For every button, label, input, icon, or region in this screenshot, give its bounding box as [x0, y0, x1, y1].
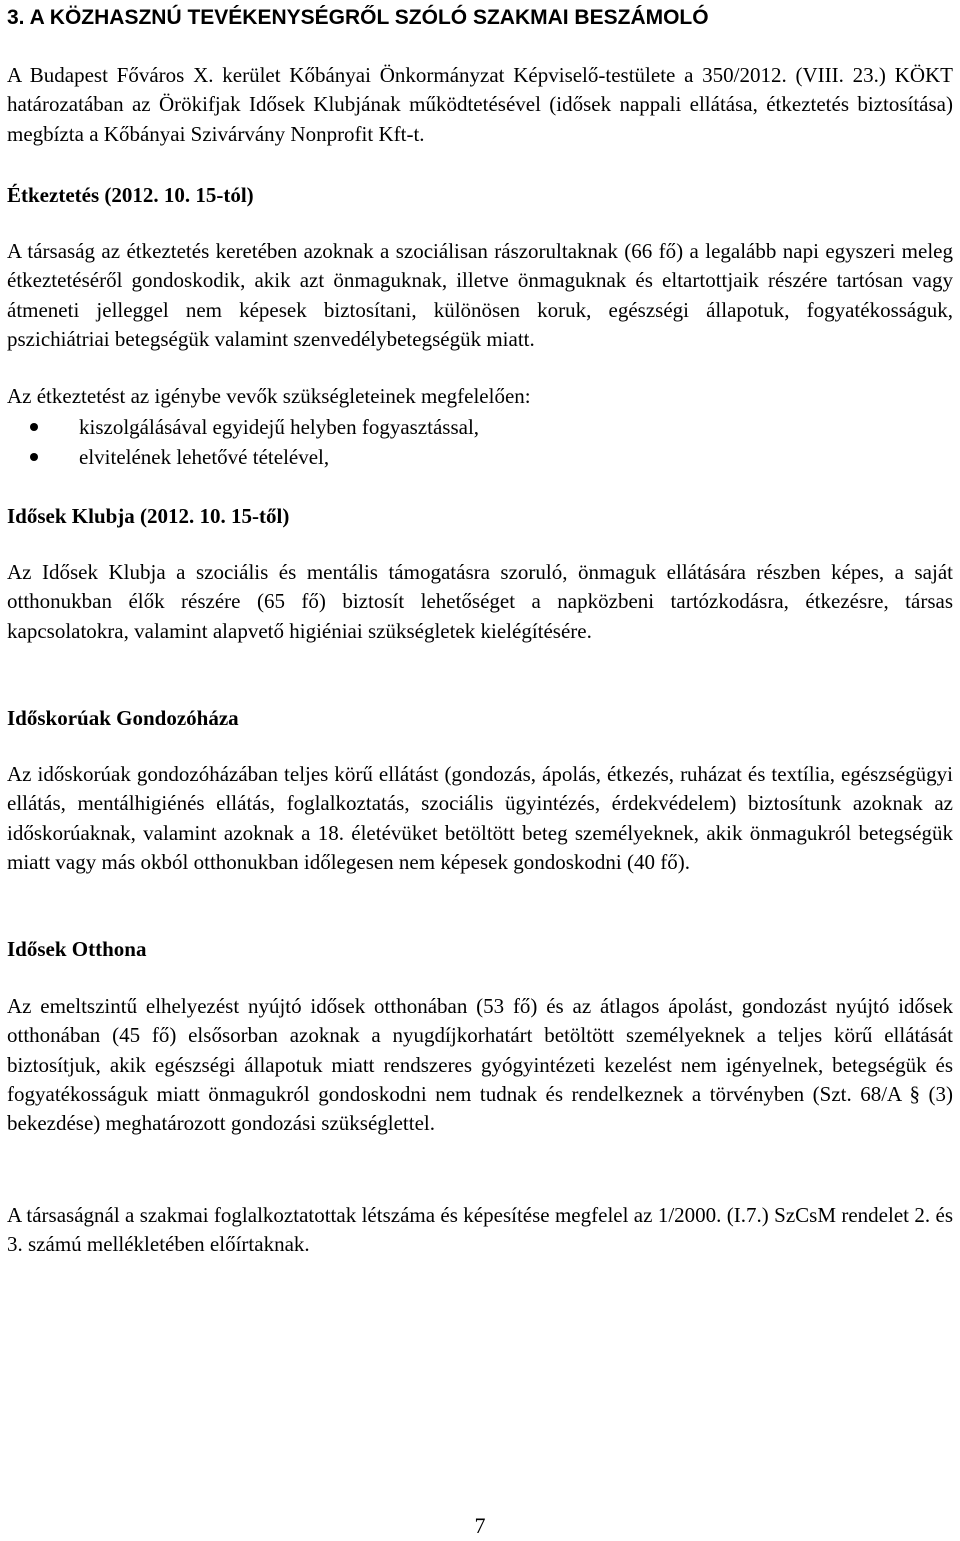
staffing-paragraph: A társaságnál a szakmai foglalkoztatottak létszáma és képesítése megfelel az 1/2000. (I.7.) SzCsM rendelet 2. és 3. számú mellékletében előírtaknak.: [7, 1203, 953, 1257]
section-heading-idosek-otthona: Idősek Otthona: [7, 937, 147, 961]
idosek-klubja-paragraph: Az Idősek Klubja a szociális és mentális támogatásra szoruló, önmaguk ellátására részben képes, a saját otthonukban élők részére (65 fő) biztosít lehetőséget a napközbeni tartózkodásra, étkezésre, társas kapcsolatokra, valamint alapvető higiéniai szükségletek kielégítésére.: [7, 560, 953, 643]
etkeztetes-paragraph: A társaság az étkeztetés keretében azoknak a szociálisan rászorultaknak (66 fő) a legalább napi egyszeri meleg étkeztetéséről gondoskodik, akik azt önmaguknak, illetve önmaguknak és eltartottjaik részére tartósan vagy átmeneti jelleggel nem képesek biztosítani, különösen koruk, egészségi állapotuk, fogyatékosságuk, pszichiátriai betegségük valamint szenvedélybetegségük miatt.: [7, 239, 953, 351]
bullet-icon: [30, 453, 38, 461]
section-heading-etkeztetes: Étkeztetés (2012. 10. 15-tól): [7, 183, 254, 207]
list-item-text: kiszolgálásával egyidejű helyben fogyasztással,: [79, 415, 480, 439]
etkeztetes-bullet-list: [7, 412, 953, 472]
gondozohaz-paragraph: Az időskorúak gondozóházában teljes körű ellátást (gondozás, ápolás, étkezés, ruházat és textília, egészségügyi ellátás, mentálhigiénés ellátás, foglalkoztatás, szociális ügyintézés, érdekvédelem) biztosítunk azoknak az időskorúaknak, valamint azoknak a 18. életévüket betöltött beteg személyeknek, akik önmagukról betegségük miatt vagy más okból otthonukban időlegesen nem képesek gondoskodni (40 fő).: [7, 762, 953, 874]
list-item-text: elvitelének lehetővé tételével,: [79, 445, 330, 469]
idosek-otthona-paragraph: Az emeltszintű elhelyezést nyújtó idősek otthonában (53 fő) és az átlagos ápolást, gondozást nyújtó idősek otthonában (45 fő) elsősorban azoknak a nyugdíjkorhatárt betöltött személyeknek a teljes körű ellátását biztosítjuk, akik egészségi állapotuk miatt rendszeres gyógyintézeti kezelést nem igényelnek, betegségük és fogyatékosságuk miatt önmagukról gondoskodni nem tudnak és rendelkeznek a törvényben (Szt. 68/A § (3) bekezdése) meghatározott gondozási szükséglettel.: [7, 994, 953, 1136]
list-item: [7, 412, 953, 442]
section-heading-idosek-klubja: Idősek Klubja (2012. 10. 15-től): [7, 504, 290, 528]
document-title: 3. A KÖZHASZNÚ TEVÉKENYSÉGRŐL SZÓLÓ SZAKMAI BESZÁMOLÓ: [7, 6, 709, 29]
bullet-icon: [30, 423, 38, 431]
section-heading-gondozohaz: Időskorúak Gondozóháza: [7, 706, 239, 730]
list-item: [7, 442, 953, 472]
page-number: 7: [474, 1513, 486, 1538]
intro-paragraph: A Budapest Főváros X. kerület Kőbányai Önkormányzat Képviselő-testülete a 350/2012. (VIII. 23.) KÖKT határozatában az Örökifjak Idősek Klubjának működtetésével (idősek nappali ellátása, étkeztetés biztosítása) megbízta a Kőbányai Szivárvány Nonprofit Kft-t.: [7, 63, 953, 146]
etkeztetes-needs-line: Az étkeztetést az igénybe vevők szükségleteinek megfelelően:: [7, 384, 531, 408]
